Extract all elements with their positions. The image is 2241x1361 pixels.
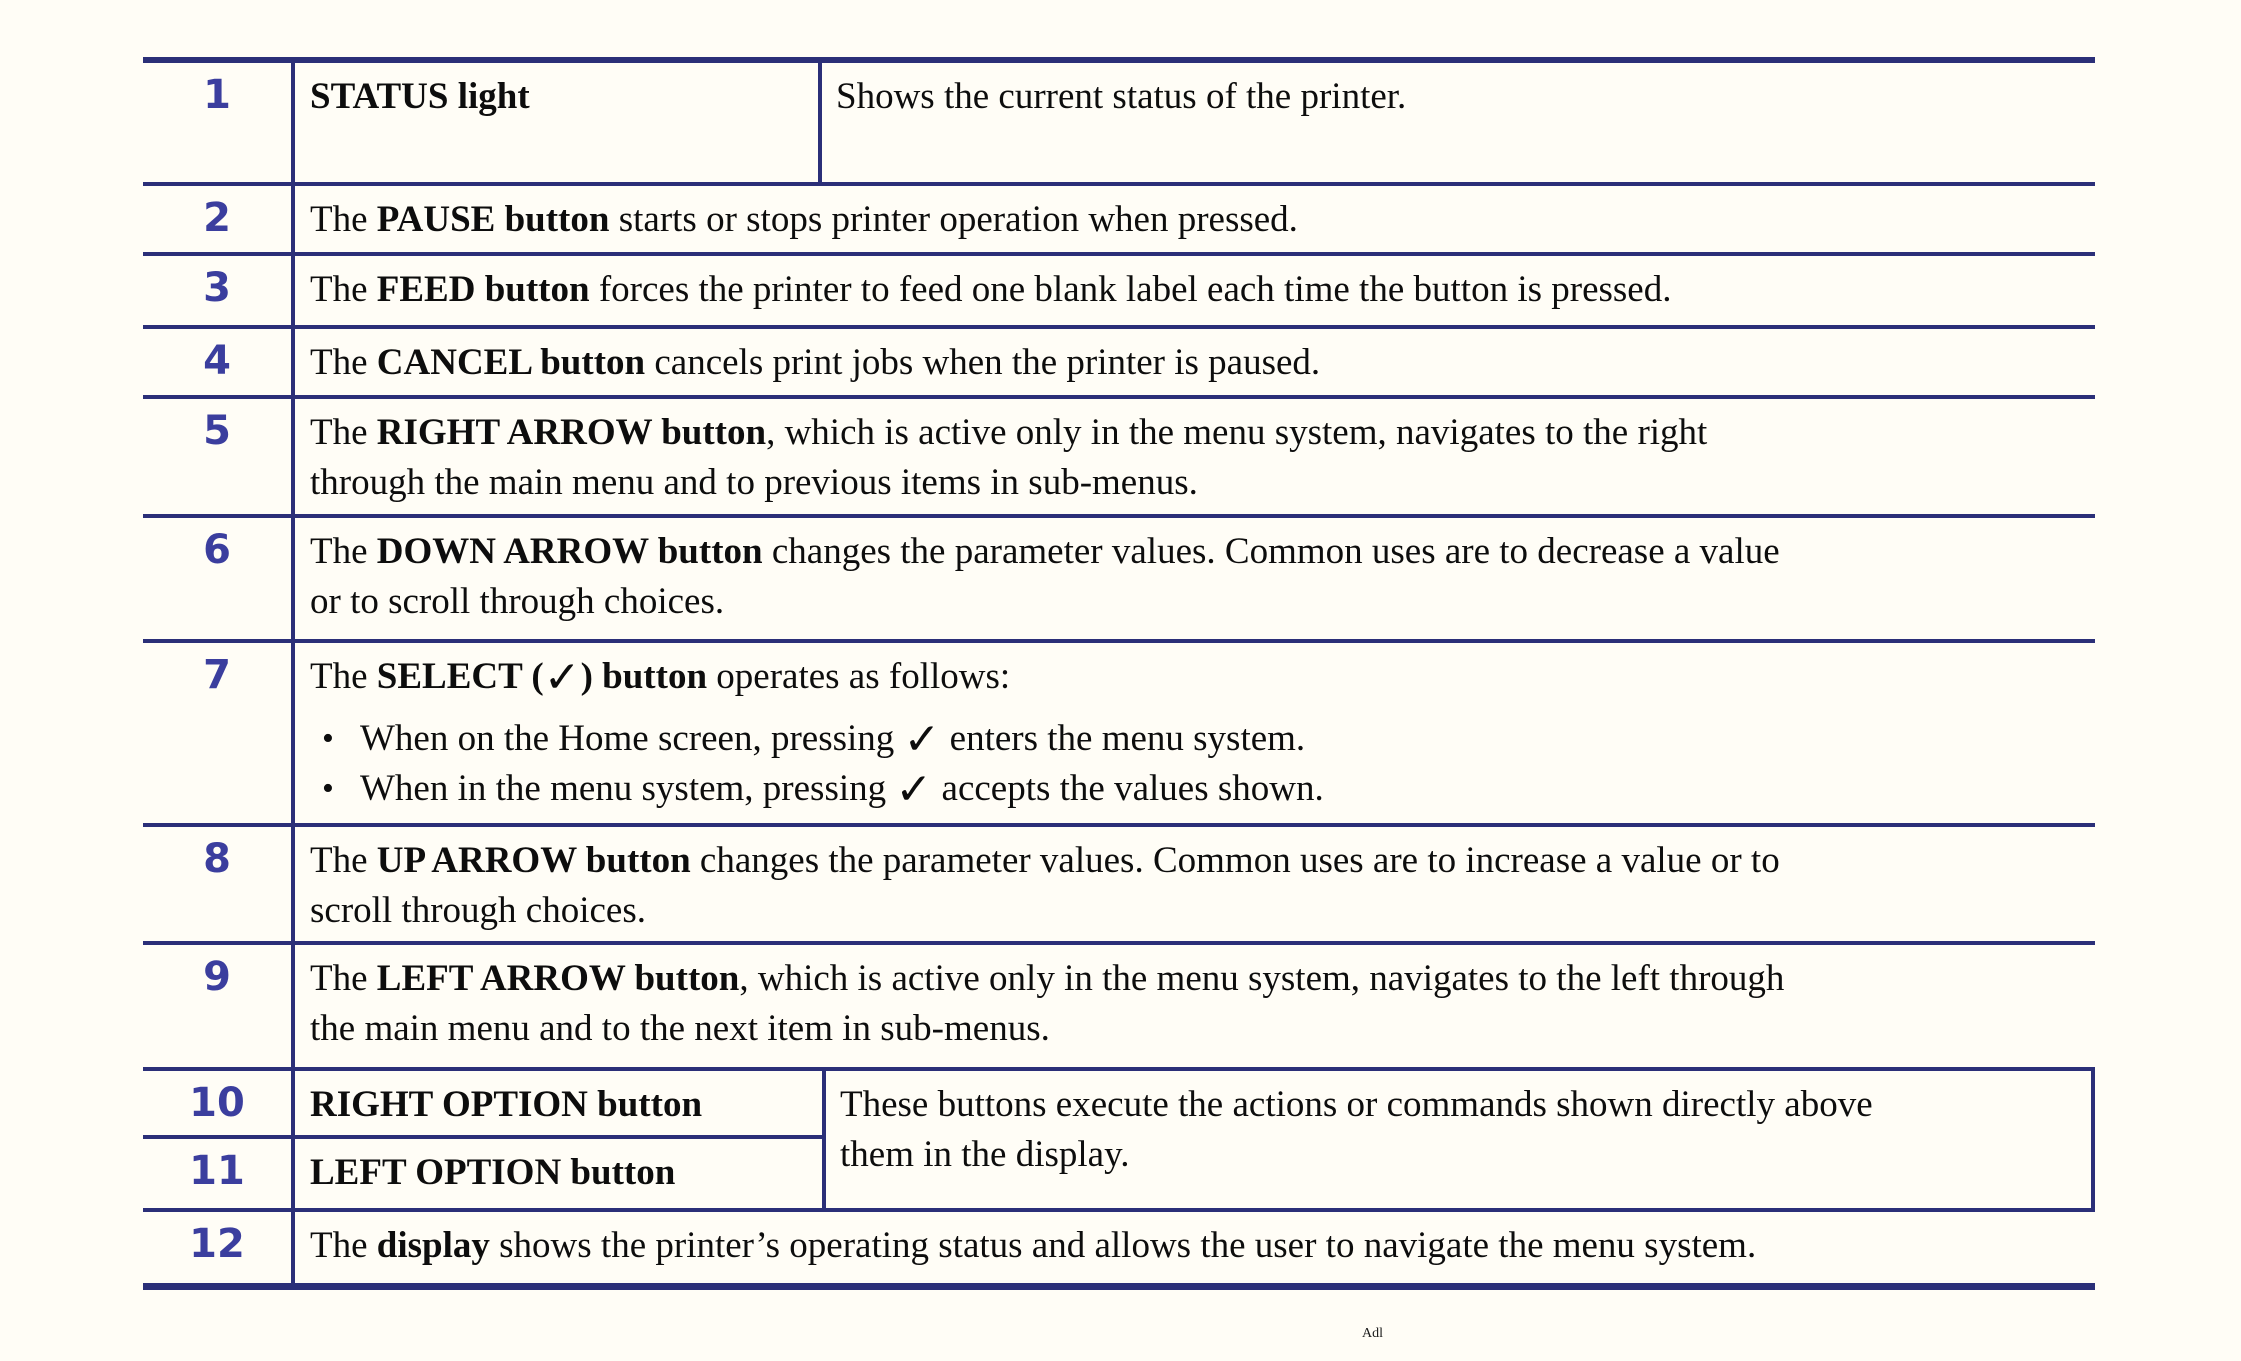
desc-bold: FEED button: [376, 269, 590, 310]
bullet-text: [360, 764, 1324, 814]
row-number-cell: [143, 63, 295, 182]
bullet-pre: When on the Home screen, pressing: [360, 718, 904, 759]
row-number: 3: [203, 265, 231, 311]
term-text: LEFT OPTION button: [310, 1152, 676, 1193]
bullet-pre: When in the menu system, pressing: [360, 768, 896, 809]
bullet-rest: enters the menu system.: [940, 718, 1306, 759]
desc-pre: The: [310, 1225, 377, 1266]
desc-line: [310, 836, 2077, 886]
desc-line: [310, 652, 2077, 702]
desc-line: [310, 265, 2077, 315]
desc-text: Shows the current status of the printer.: [836, 76, 1407, 117]
desc-bold: RIGHT ARROW button: [376, 412, 767, 453]
desc-pre: The: [310, 958, 377, 999]
row-number: 12: [189, 1221, 245, 1267]
bullet-icon: •: [322, 720, 334, 757]
desc-line2: through the main menu and to previous items in sub-menus.: [310, 462, 1198, 503]
desc-bold: ) button: [580, 656, 708, 697]
check-icon: ✓: [903, 714, 941, 765]
table-row: [143, 518, 2095, 643]
desc-cell: [295, 256, 2095, 325]
table-row: [143, 827, 2095, 945]
table-row: [143, 1139, 822, 1208]
row-number: 10: [189, 1080, 245, 1126]
table-row: [143, 1212, 2095, 1283]
row-number: 6: [203, 527, 231, 573]
table-row: [143, 63, 2095, 186]
desc-bold: UP ARROW button: [376, 840, 691, 881]
bullet-item: [310, 764, 2077, 814]
row-number: 7: [203, 652, 231, 698]
row-number-cell: [143, 1212, 295, 1283]
desc-cell: [295, 518, 2095, 639]
desc-bold: LEFT ARROW button: [376, 958, 740, 999]
desc-line: [310, 954, 2077, 1004]
footer-text: Adl: [1362, 1326, 1383, 1341]
desc-rest: changes the parameter values. Common uses are to decrease a value: [762, 531, 1780, 572]
row-number: 8: [203, 836, 231, 882]
desc-line: [310, 195, 2077, 245]
row-number-cell: [143, 1139, 295, 1208]
bullet-icon: •: [322, 770, 334, 807]
bullet-rest: accepts the values shown.: [932, 768, 1324, 809]
desc-bold: DOWN ARROW button: [376, 531, 763, 572]
table-row-group: [143, 1071, 2095, 1212]
table-row: [143, 399, 2095, 518]
desc-pre: The: [310, 531, 377, 572]
desc-line2: scroll through choices.: [310, 890, 646, 931]
desc-pre: The: [310, 199, 377, 240]
desc-rest: forces the printer to feed one blank label each time the button is pressed.: [589, 269, 1672, 310]
row-number: 5: [203, 408, 231, 454]
row-number-cell: [143, 399, 295, 514]
row-number: 11: [189, 1148, 245, 1194]
desc-bold: display: [376, 1225, 490, 1266]
bullet-text: [360, 714, 1305, 764]
desc-rest: shows the printer’s operating status and allows the user to navigate the menu system.: [489, 1225, 1757, 1266]
desc-line: These buttons execute the actions or commands shown directly above: [840, 1084, 1873, 1125]
desc-rest: starts or stops printer operation when pressed.: [609, 199, 1298, 240]
desc-cell: [295, 945, 2095, 1067]
desc-line: [310, 408, 2077, 458]
desc-line: [310, 1221, 2077, 1271]
row-number-cell: [143, 329, 295, 395]
check-icon: ✓: [543, 652, 581, 703]
desc-pre: The: [310, 342, 377, 383]
desc-line: [310, 527, 2077, 577]
table-row: [143, 256, 2095, 329]
row-number: 1: [203, 72, 231, 118]
table-row: [143, 945, 2095, 1071]
term-cell: [295, 1139, 822, 1208]
option-rows: [143, 1071, 822, 1208]
desc-line2: them in the display.: [840, 1134, 1130, 1175]
desc-cell: [822, 63, 2095, 182]
row-number: 9: [203, 954, 231, 1000]
term-text: RIGHT OPTION button: [310, 1084, 703, 1125]
control-panel-table: [143, 57, 2095, 1290]
desc-pre: The: [310, 840, 377, 881]
desc-bold: SELECT (: [376, 656, 544, 697]
row-number-cell: [143, 945, 295, 1067]
row-number: 4: [203, 338, 231, 384]
desc-line2: the main menu and to the next item in sub-menus.: [310, 1008, 1050, 1049]
desc-cell: [295, 186, 2095, 252]
desc-rest: , which is active only in the menu system, navigates to the right: [766, 412, 1708, 453]
term-text: STATUS light: [310, 76, 530, 117]
table-row: [143, 643, 2095, 827]
desc-pre: The: [310, 412, 377, 453]
desc-cell: [295, 329, 2095, 395]
desc-cell: [295, 399, 2095, 514]
desc-rest: changes the parameter values. Common uses are to increase a value or to: [690, 840, 1780, 881]
desc-rest: cancels print jobs when the printer is paused.: [645, 342, 1321, 383]
bullet-item: [310, 714, 2077, 764]
row-number-cell: [143, 643, 295, 823]
check-icon: ✓: [895, 764, 933, 815]
table-row: [143, 1071, 822, 1139]
desc-bold: CANCEL button: [376, 342, 646, 383]
bullet-list: [310, 714, 2077, 814]
row-number-cell: [143, 827, 295, 941]
row-number-cell: [143, 256, 295, 325]
term-cell: [295, 63, 822, 182]
row-number-cell: [143, 1071, 295, 1135]
desc-line: [310, 338, 2077, 388]
desc-cell: [295, 1212, 2095, 1283]
desc-cell: [295, 643, 2095, 823]
desc-bold: PAUSE button: [376, 199, 610, 240]
desc-pre: The: [310, 269, 377, 310]
row-number: 2: [203, 195, 231, 241]
merged-desc-cell: [822, 1071, 2095, 1208]
desc-line2: or to scroll through choices.: [310, 581, 725, 622]
desc-cell: [295, 827, 2095, 941]
row-number-cell: [143, 518, 295, 639]
desc-rest: operates as follows:: [707, 656, 1011, 697]
desc-rest: , which is active only in the menu system, navigates to the left through: [739, 958, 1785, 999]
row-number-cell: [143, 186, 295, 252]
desc-pre: The: [310, 656, 377, 697]
table-row: [143, 329, 2095, 399]
term-cell: [295, 1071, 822, 1135]
table-row: [143, 186, 2095, 256]
